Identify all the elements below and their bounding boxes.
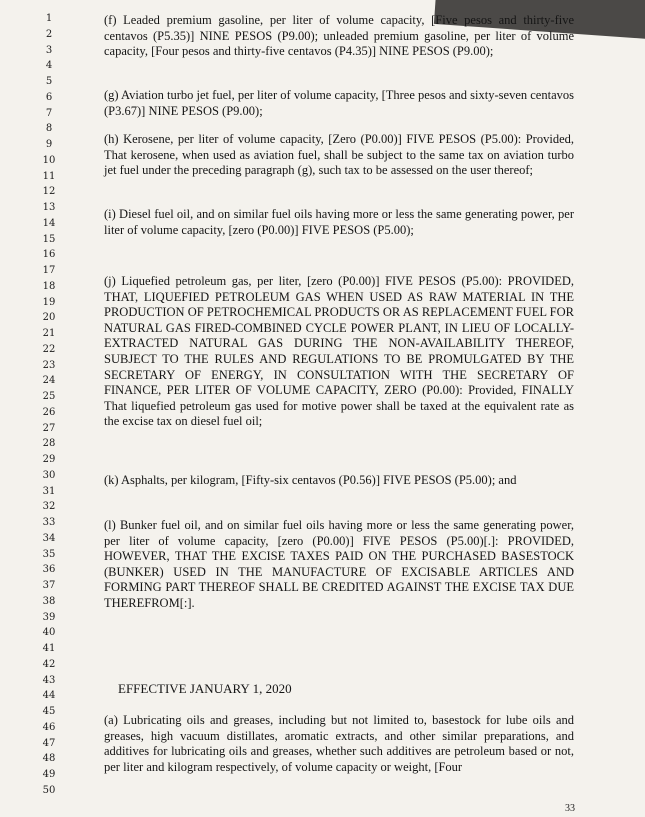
paragraph-f: (f) Leaded premium gasoline, per liter of volume capacity, [Five pesos and thirty-five centavos (P5.35)] NINE PESOS (P9.00); unleaded premium gasoline, per liter of volume capacity, [Four pesos and thirty-five centavos (P4.35)] NINE PESOS (P9.00); xyxy=(104,13,574,59)
line-number: 28 xyxy=(42,438,56,450)
line-number: 26 xyxy=(42,406,56,418)
line-number: 50 xyxy=(42,784,56,796)
paragraph-g: (g) Aviation turbo jet fuel, per liter of volume capacity, [Three pesos and sixty-seven centavos (P3.67)] NINE PESOS (P9.00); xyxy=(104,88,574,118)
line-number: 45 xyxy=(42,706,56,717)
line-number: 37 xyxy=(42,580,56,591)
line-number: 43 xyxy=(42,674,56,686)
line-number: 4 xyxy=(45,60,53,72)
line-number: 12 xyxy=(42,186,56,198)
line-number: 48 xyxy=(42,753,56,765)
paragraph-l: (l) Bunker fuel oil, and on similar fuel oils having more or less the same generating power, per liter of volume capacity, [zero (P0.00)] FIVE PESOS (P5.00)[.]: PROVIDED, HOWEVER, THAT THE EXCISE TAXES PAID ON THE PURCHASED BASESTOCK (BUNKER) USED IN THE MANUFACTURE OF EXCISABLE ARTICLES AND FORMING PART THEREOF SHALL BE CREDITED AGAINST THE EXCISE TAX DUE THEREFROM[:]. xyxy=(104,518,574,610)
line-number: 35 xyxy=(42,548,56,560)
line-number: 42 xyxy=(42,658,56,670)
paragraph-h: (h) Kerosene, per liter of volume capacity, [Zero (P0.00)] FIVE PESOS (P5.00): Provided, That kerosene, when used as aviation fuel, shall be subject to the same tax on aviation turbo jet fuel under the preceding paragraph (g), such tax to be assessed on the user thereof; xyxy=(104,132,574,178)
line-number: 34 xyxy=(42,532,56,544)
paragraph-a: (a) Lubricating oils and greases, including but not limited to, basestock for lube oils and greases, high vacuum distillates, aromatic extracts, and other similar preparations, and additives for lubricating oils and greases, whether such additives are petroleum based or not, per liter and kilogram respectively, of volume capacity or weight, [Four xyxy=(104,713,574,774)
line-number: 47 xyxy=(42,737,56,749)
line-number: 44 xyxy=(42,690,56,702)
line-number: 49 xyxy=(42,769,56,780)
line-number: 22 xyxy=(42,343,56,355)
page-number: 33 xyxy=(565,803,575,814)
line-number: 41 xyxy=(42,643,56,654)
line-number: 1 xyxy=(45,13,53,24)
line-number: 10 xyxy=(42,154,56,166)
line-number: 36 xyxy=(42,564,56,576)
line-number: 38 xyxy=(42,595,56,607)
line-number: 2 xyxy=(45,28,53,40)
line-number: 19 xyxy=(42,296,56,308)
line-number: 32 xyxy=(42,501,56,513)
line-number: 30 xyxy=(42,469,56,481)
line-number: 5 xyxy=(45,76,53,87)
paragraph-k: (k) Asphalts, per kilogram, [Fifty-six centavos (P0.56)] FIVE PESOS (P5.00); and xyxy=(104,473,517,487)
line-number: 25 xyxy=(42,391,56,402)
line-number: 27 xyxy=(42,422,56,434)
line-number: 7 xyxy=(45,107,53,119)
line-number: 16 xyxy=(42,249,56,261)
line-number: 15 xyxy=(42,233,56,245)
line-number: 24 xyxy=(42,375,56,387)
line-number: 31 xyxy=(42,485,56,497)
line-number: 29 xyxy=(42,454,56,465)
paragraph-i: (i) Diesel fuel oil, and on similar fuel oils having more or less the same generating power, per liter of volume capacity, [zero (P0.00)] FIVE PESOS (P5.00); xyxy=(104,207,574,237)
line-number: 18 xyxy=(42,280,56,292)
line-number: 46 xyxy=(42,721,56,733)
section-title: EFFECTIVE JANUARY 1, 2020 xyxy=(118,681,292,696)
line-number: 3 xyxy=(45,44,53,56)
line-number: 6 xyxy=(45,91,53,103)
paragraph-j: (j) Liquefied petroleum gas, per liter, [zero (P0.00)] FIVE PESOS (P5.00): PROVIDED, THAT, LIQUEFIED PETROLEUM GAS WHEN USED AS RAW MATERIAL IN THE PRODUCTION OF PETROCHEMICAL PRODUCTS OR AS REPLACEMENT FUEL FOR NATURAL GAS FIRED-COMBINED CYCLE POWER PLANT, IN LIEU OF LOCALLY-EXTRACTED NATURAL GAS DURING THE NON-AVAILABILITY THEREOF, SUBJECT TO THE RULES AND REGULATIONS TO BE PROMULGATED BY THE SECRETARY OF ENERGY, IN CONSULTATION WITH THE SECRETARY OF FINANCE, PER LITER OF VOLUME CAPACITY, ZERO (P0.00): Provided, FINALLY That liquefied petroleum gas used for motive power shall be taxed at the equivalent rate as the excise tax on diesel fuel oil; xyxy=(104,274,574,429)
line-number: 39 xyxy=(42,611,56,623)
line-number: 13 xyxy=(42,202,56,213)
line-number: 21 xyxy=(42,328,56,339)
line-number: 40 xyxy=(42,627,56,639)
line-number: 17 xyxy=(42,265,56,276)
line-number: 14 xyxy=(42,217,56,229)
line-number: 11 xyxy=(42,170,56,182)
line-number: 23 xyxy=(42,359,56,371)
line-number: 33 xyxy=(42,517,56,528)
line-number: 9 xyxy=(45,139,53,150)
line-number: 20 xyxy=(42,312,56,324)
line-number: 8 xyxy=(45,123,53,135)
